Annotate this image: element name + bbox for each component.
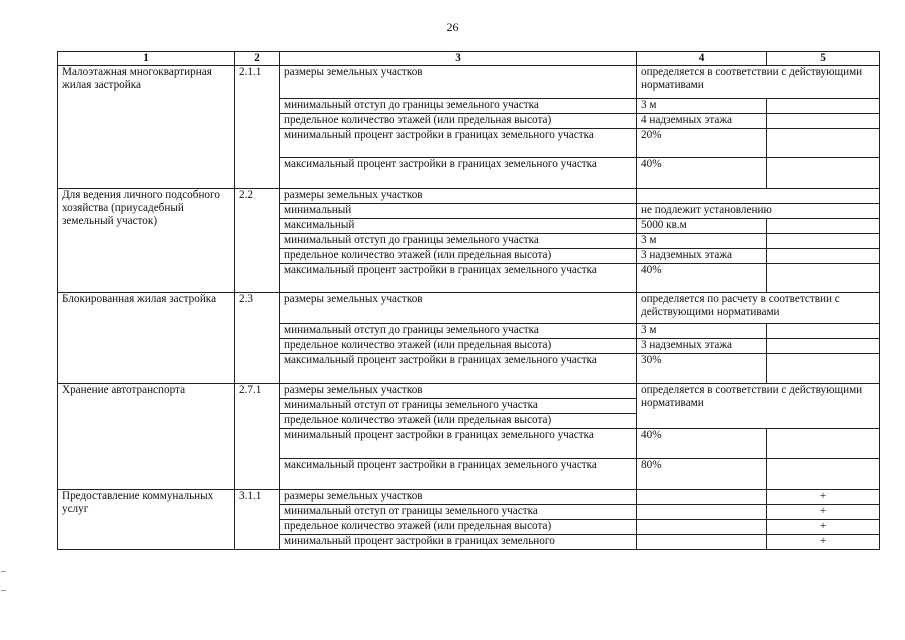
- table-header-row: [58, 52, 880, 66]
- use-type-name: Для ведения личного подсобного хозяйства (приусадебный земельный участок): [58, 189, 235, 293]
- parameter-cell: размеры земельных участков: [280, 189, 637, 204]
- value-cell: [637, 189, 880, 204]
- value-cell: 40%: [637, 429, 767, 459]
- parameter-cell: максимальный: [280, 219, 637, 234]
- col5-cell: [767, 219, 880, 234]
- parameter-cell: минимальный процент застройки в границах земельного участка: [280, 129, 637, 158]
- col5-cell: [767, 264, 880, 293]
- value-cell: 3 м: [637, 234, 767, 249]
- col5-cell: [767, 158, 880, 189]
- plus-mark: +: [767, 505, 880, 520]
- column-header: 2: [235, 52, 280, 66]
- parameter-cell: максимальный процент застройки в границах земельного участка: [280, 459, 637, 490]
- use-type-code: 2.7.1: [235, 384, 280, 490]
- col5-cell: [767, 354, 880, 384]
- value-cell: определяется по расчету в соответствии с действующими нормативами: [637, 293, 880, 324]
- use-type-name: Хранение автотранспорта: [58, 384, 235, 490]
- parameter-cell: предельное количество этажей (или предельная высота): [280, 520, 637, 535]
- parameter-cell: предельное количество этажей (или предельная высота): [280, 114, 637, 129]
- value-cell: 80%: [637, 459, 767, 490]
- col5-cell: [767, 324, 880, 339]
- value-cell: [637, 520, 767, 535]
- use-type-name: Блокированная жилая застройка: [58, 293, 235, 384]
- column-header: 3: [280, 52, 637, 66]
- merged-value-cell: определяется в соответствии с действующими нормативами: [637, 384, 880, 429]
- table-row: [58, 490, 880, 505]
- parameter-cell: минимальный отступ до границы земельного участка: [280, 234, 637, 249]
- col5-cell: [767, 99, 880, 114]
- value-cell: 4 надземных этажа: [637, 114, 767, 129]
- parameter-cell: размеры земельных участков: [280, 293, 637, 324]
- value-cell: 3 м: [637, 324, 767, 339]
- col5-cell: [767, 339, 880, 354]
- column-header: 5: [767, 52, 880, 66]
- value-cell: не подлежит установлению: [637, 204, 880, 219]
- column-header: 1: [58, 52, 235, 66]
- parameter-cell: минимальный: [280, 204, 637, 219]
- scan-edge-mark: [1, 571, 6, 572]
- value-cell: [637, 490, 767, 505]
- parameter-cell: размеры земельных участков: [280, 66, 637, 99]
- plus-mark: +: [767, 535, 880, 550]
- table-row: [58, 384, 880, 399]
- plus-mark: +: [767, 520, 880, 535]
- value-cell: определяется в соответствии с действующими нормативами: [637, 66, 880, 99]
- value-cell: [637, 505, 767, 520]
- parameter-cell: максимальный процент застройки в границах земельного участка: [280, 264, 637, 293]
- use-type-code: 2.3: [235, 293, 280, 384]
- parameter-cell: минимальный процент застройки в границах земельного: [280, 535, 637, 550]
- value-cell: 20%: [637, 129, 767, 158]
- value-cell: 5000 кв.м: [637, 219, 767, 234]
- parameter-cell: предельное количество этажей (или предельная высота): [280, 414, 637, 429]
- use-type-name: Малоэтажная многоквартирная жилая застройка: [58, 66, 235, 189]
- regulations-table: [57, 51, 880, 550]
- value-cell: 40%: [637, 158, 767, 189]
- use-type-code: 3.1.1: [235, 490, 280, 550]
- parameter-cell: минимальный процент застройки в границах земельного участка: [280, 429, 637, 459]
- plus-mark: +: [767, 490, 880, 505]
- scan-edge-mark: [1, 590, 6, 591]
- parameter-cell: минимальный отступ от границы земельного участка: [280, 399, 637, 414]
- col5-cell: [767, 249, 880, 264]
- page-number: 26: [446, 20, 459, 34]
- value-cell: 40%: [637, 264, 767, 293]
- col5-cell: [767, 129, 880, 158]
- parameter-cell: минимальный отступ до границы земельного участка: [280, 324, 637, 339]
- value-cell: [637, 535, 767, 550]
- use-type-name: Предоставление коммунальных услуг: [58, 490, 235, 550]
- use-type-code: 2.2: [235, 189, 280, 293]
- col5-cell: [767, 429, 880, 459]
- value-cell: 3 надземных этажа: [637, 249, 767, 264]
- col5-cell: [767, 459, 880, 490]
- table-row: [58, 293, 880, 324]
- parameter-cell: минимальный отступ до границы земельного участка: [280, 99, 637, 114]
- parameter-cell: размеры земельных участков: [280, 384, 637, 399]
- value-cell: 3 надземных этажа: [637, 339, 767, 354]
- parameter-cell: максимальный процент застройки в границах земельного участка: [280, 354, 637, 384]
- parameter-cell: максимальный процент застройки в границах земельного участка: [280, 158, 637, 189]
- column-header: 4: [637, 52, 767, 66]
- use-type-code: 2.1.1: [235, 66, 280, 189]
- parameter-cell: минимальный отступ от границы земельного участка: [280, 505, 637, 520]
- table-row: [58, 66, 880, 99]
- parameter-cell: предельное количество этажей (или предельная высота): [280, 339, 637, 354]
- value-cell: 3 м: [637, 99, 767, 114]
- col5-cell: [767, 234, 880, 249]
- parameter-cell: предельное количество этажей (или предельная высота): [280, 249, 637, 264]
- value-cell: 30%: [637, 354, 767, 384]
- parameter-cell: размеры земельных участков: [280, 490, 637, 505]
- table-row: [58, 189, 880, 204]
- col5-cell: [767, 114, 880, 129]
